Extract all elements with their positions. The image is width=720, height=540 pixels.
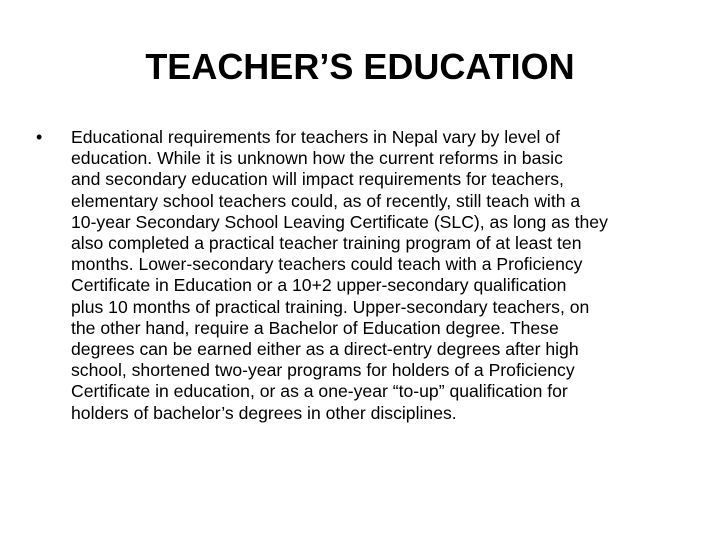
paragraph-line: plus 10 months of practical training. Upper-secondary teachers, on — [71, 296, 590, 317]
paragraph-line: holders of bachelor’s degrees in other disciplines. — [71, 402, 457, 423]
paragraph-line: and secondary education will impact requirements for teachers, — [71, 169, 564, 190]
paragraph-line: the other hand, require a Bachelor of Education degree. These — [71, 317, 559, 338]
bullet-paragraph — [71, 127, 676, 424]
paragraph-line: degrees can be earned either as a direct-entry degrees after high — [71, 339, 579, 360]
paragraph-line: Certificate in education, or as a one-year “to-up” qualification for — [71, 381, 568, 402]
bullet-dot-icon: • — [36, 127, 43, 147]
slide-body — [36, 127, 676, 424]
paragraph-line: Educational requirements for teachers in Nepal vary by level of — [71, 127, 560, 147]
paragraph-line: school, shortened two-year programs for holders of a Proficiency — [71, 360, 575, 381]
paragraph-line: months. Lower-secondary teachers could teach with a Proficiency — [71, 254, 583, 275]
paragraph-line: also completed a practical teacher training program of at least ten — [71, 233, 582, 254]
paragraph-line: 10-year Secondary School Leaving Certificate (SLC), as long as they — [71, 211, 608, 232]
paragraph-line: Certificate in Education or a 10+2 upper-secondary qualification — [71, 275, 567, 296]
slide-title: TEACHER’S EDUCATION — [145, 46, 575, 87]
paragraph-line: education. While it is unknown how the current reforms in basic — [71, 148, 563, 169]
paragraph-line: elementary school teachers could, as of recently, still teach with a — [71, 190, 581, 211]
bullet-item — [36, 127, 676, 424]
